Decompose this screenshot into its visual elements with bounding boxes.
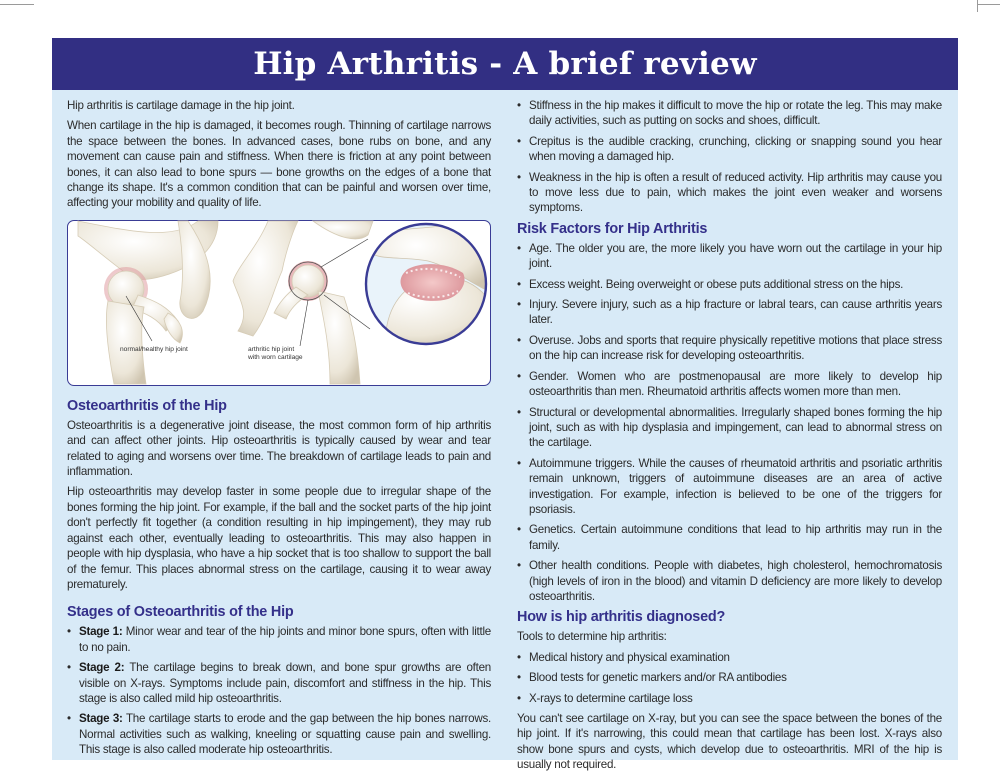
section-heading-diagnosis: How is hip arthritis diagnosed?: [517, 609, 726, 626]
list-item: • Excess weight. Being overweight or obese puts additional stress on the hips.: [517, 277, 942, 292]
oa-paragraph: Osteoarthritis is a degenerative joint disease, the most common form of hip arthritis and can affect other joints. Hip osteoarthritis is typically caused by wear and tear related to aging and worsens over time. The breakdown of cartilage leads to pain and inflammation.: [67, 418, 491, 479]
stages-list: [67, 624, 491, 757]
oa-paragraph: Hip osteoarthritis may develop faster in some people due to irregular shape of the bones forming the hip joint. For example, if the ball and the socket parts of the hip joint don't perfectly fit together (a condition resulting in hip impingement), they may rub against each other, eventually leading to osteoarthritis. This may also happen in people with hip dysplasia, who have a hip socket that is too shallow to support the ball of the femur. This places abnormal stress on the cartilage, causing it to wear away prematurely.: [67, 485, 491, 591]
list-item: • Weakness in the hip is often a result of reduced activity. Hip arthritis may cause you to move less due to pain, which makes the joint even weaker and worsens symptoms.: [517, 170, 942, 216]
document-sheet: [52, 38, 958, 772]
list-item: • X-rays to determine cartilage loss: [517, 691, 942, 706]
list-item: • Autoimmune triggers. While the causes of rheumatoid arthritis and psoriatic arthritis remain unknown, triggers of autoimmune diseases are an area of active investigation. For example, infection is believed to be one of the triggers for psoriasis.: [517, 456, 942, 518]
arthritic-hip-drawing: [233, 221, 373, 384]
crop-mark: [978, 4, 1000, 5]
arthritic-hip-caption: arthritic hip joint: [248, 345, 295, 353]
list-item: • Medical history and physical examination: [517, 650, 942, 665]
intro-paragraph: Hip arthritis is cartilage damage in the hip joint.: [67, 99, 295, 112]
cartilage-zoom-inset: [366, 221, 488, 344]
diagnosis-paragraph: You can't see cartilage on X-ray, but you can see the space between the bones of the hip joint. If it's narrowing, this could mean that cartilage has been lost. X-rays also show bone spurs and cysts, which develop due to osteoarthritis. MRI of the hip is usually not required.: [517, 712, 942, 772]
left-column: [67, 98, 491, 763]
section-heading-risk-factors: Risk Factors for Hip Arthritis: [517, 220, 708, 237]
crop-mark: [0, 4, 34, 5]
section-heading-osteoarthritis: Osteoarthritis of the Hip: [67, 397, 227, 414]
list-item: • Blood tests for genetic markers and/or RA antibodies: [517, 670, 942, 685]
normal-hip-drawing: [78, 221, 218, 384]
right-column: [517, 98, 942, 778]
hip-joint-illustration: [67, 220, 491, 386]
intro-paragraph: When cartilage in the hip is damaged, it becomes rough. Thinning of cartilage narrows the space between the bones. In advanced cases, bone rubs on bone, and any movement can cause pain and stiffness. When there is friction at any point between bones, it can also lead to bone spurs — bone growths on the edges of a bone that change its shape. It's a common condition that can be painful and worsen over time, affecting your mobility and quality of life.: [67, 119, 491, 210]
list-item: • Other health conditions. People with diabetes, high cholesterol, hemochromatosis (high levels of iron in the blood) and vitamin D deficiency are more likely to develop osteoarthritis.: [517, 558, 942, 604]
diagnosis-tools-list: [517, 650, 942, 706]
list-item: • Crepitus is the audible cracking, crunching, clicking or snapping sound you hear when moving a damaged hip.: [517, 134, 942, 165]
list-item: • Age. The older you are, the more likely you have worn out the cartilage in your hip joint.: [517, 241, 942, 272]
diagnosis-intro: Tools to determine hip arthritis:: [517, 630, 667, 644]
crop-mark: [977, 0, 978, 12]
arthritic-hip-caption: with worn cartilage: [248, 353, 303, 361]
normal-hip-caption: normal/healthy hip joint: [120, 345, 188, 353]
list-item: • Stiffness in the hip makes it difficult to move the hip or rotate the leg. This may make daily activities, such as putting on socks and shoes, difficult.: [517, 98, 942, 129]
symptoms-list: [517, 98, 942, 216]
list-item: • Overuse. Jobs and sports that require physically repetitive motions that place stress on the hip can increase risk for developing osteoarthritis.: [517, 333, 942, 364]
risk-factors-list: [517, 241, 942, 605]
title-banner: [52, 38, 958, 90]
page-title: Hip Arthritis - A brief review: [253, 46, 757, 82]
list-item: • Injury. Severe injury, such as a hip fracture or labral tears, can cause arthritis years later.: [517, 297, 942, 328]
list-item: • Stage 2: The cartilage begins to break down, and bone spur growths are often visible on X-rays. Symptoms include pain, discomfort and stiffness in the hip. This stage is also called mild hip osteoarthritis.: [67, 660, 491, 706]
list-item: • Stage 3: The cartilage starts to erode and the gap between the hip bones narrows. Normal activities such as walking, kneeling or squatting cause pain and swelling. This stage is also called moderate hip osteoarthritis.: [67, 711, 491, 757]
list-item: • Gender. Women who are postmenopausal are more likely to develop hip osteoarthritis than men. Rheumatoid arthritis affects women more than men.: [517, 369, 942, 400]
list-item: • Genetics. Certain autoimmune conditions that lead to hip arthritis may run in the family.: [517, 522, 942, 553]
list-item: • Structural or developmental abnormalities. Irregularly shaped bones forming the hip joint, such as with hip dysplasia and impingement, can lead to abnormal stress on the cartilage.: [517, 405, 942, 451]
section-heading-stages: Stages of Osteoarthritis of the Hip: [67, 604, 294, 621]
list-item: • Stage 1: Minor wear and tear of the hip joints and minor bone spurs, often with little to no pain.: [67, 624, 491, 655]
